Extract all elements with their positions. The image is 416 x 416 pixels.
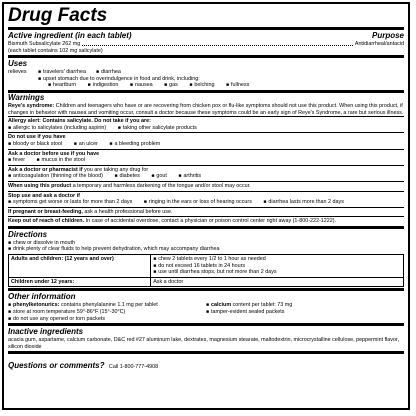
ask-doctor-before-use: Ask a doctor before use if you have ■ fever ■ mucus in the stool xyxy=(8,149,404,165)
warnings-section xyxy=(8,90,404,226)
table-row: Children under 12 years: Ask a doctor xyxy=(9,277,404,287)
inactive-ingredients-text: acacia gum, aspartame, calcium carbonate, D&C red #27 aluminum lake, dextrates, magnesium stearate, maltodextrin, microcrystalline cellulose, peppermint flavor, silicon dioxide xyxy=(8,337,399,350)
directions-table xyxy=(8,254,404,287)
questions-phone: Call 1-800-777-4908 xyxy=(108,364,159,371)
purpose-header: Purpose xyxy=(371,31,404,40)
purpose-value: Antidiarrheal/antacid xyxy=(354,41,404,47)
active-ingredient-note: (each tablet contains 102 mg salicylate) xyxy=(8,47,103,54)
uses-sub-item: ■ nausea xyxy=(130,82,153,88)
uses-item: ■ diarrhea xyxy=(96,69,121,76)
active-ingredient-section xyxy=(8,27,404,55)
questions-section xyxy=(8,351,404,374)
keep-out-of-reach: Keep out of reach of children. In case of accidental overdose, contact a physician or poison control center right away (1-800-222-1222). xyxy=(8,216,404,226)
uses-sub-item: ■ indigestion xyxy=(88,82,119,88)
other-information-header: Other information xyxy=(8,292,76,302)
inactive-ingredients-section xyxy=(8,323,404,351)
do-not-use: Do not use if you have ■ bloody or black stool ■ an ulcer ■ a bleeding problem xyxy=(8,132,404,148)
uses-item: ■ upset stomach due to overindulgence in food and drink, including: xyxy=(38,76,200,82)
reye-warning: Reye's syndrome: Children and teenagers who have or are recovering from chicken pox or flu-like symptoms should not use this product. When using this product, if changes in behavior with nausea and vomiting occur, consult a doctor because these symptoms could be an early sign of Reye's Syndrome, a rare but serious illness. xyxy=(8,102,404,116)
allergy-alert: Allergy alert: Contains salicylate. Do not take if you are: ■ allergic to salicylates (including aspirin) ■ taking other salicylate products xyxy=(8,116,404,132)
uses-sub-item: ■ fullness xyxy=(226,82,249,88)
drug-facts-panel xyxy=(2,2,410,410)
uses-item: ■ travelers' diarrhea xyxy=(38,69,86,76)
directions-header: Directions xyxy=(8,229,48,239)
directions-section: Directions ■ chew or dissolve in mouth ■ drink plenty of clear fluids to help prevent dehydration, which may accompany diarrhea Adults and children: (12 years and over) ■ chew 2 tablets every 1/2 to 1 hour as needed ■ do not exceed 16 tablets in 24 hours ■ use until diarrhea stops, but not more than 2 days Children under 12 years: Ask a doctor xyxy=(8,226,404,289)
inactive-ingredients-header: Inactive ingredients xyxy=(8,327,84,337)
table-row: Adults and children: (12 years and over) ■ chew 2 tablets every 1/2 to 1 hour as needed ■ do not exceed 16 tablets in 24 hours ■ use until diarrhea stops, but not more than 2 days xyxy=(9,255,404,278)
other-information-section: Other information ■ phenylketonurics: contains phenylalanine 1.1 mg per tablet ■ calcium content per tablet: 73 mg ■ store at room temperature 59°-86°F (15°-30°C) ■ tamper-evident sealed packets ■ do not use any opened or torn packets xyxy=(8,288,404,323)
when-using-product: When using this product a temporary and harmless darkening of the tongue and/or stool may occur. xyxy=(8,181,404,191)
uses-sub-item: ■ gas xyxy=(164,82,178,88)
uses-sub-item: ■ belching xyxy=(189,82,214,88)
drug-facts-title: Drug Facts xyxy=(8,5,108,26)
active-ingredient-header: Active ingredient (in each tablet) xyxy=(8,31,132,40)
warnings-header: Warnings xyxy=(8,92,45,102)
uses-sub-item: ■ heartburn xyxy=(48,82,76,88)
stop-use: Stop use and ask a doctor if ■ symptoms get worse or lasts for more than 2 days ■ ringing in the ears or loss of hearing occurs ■ diarrhea lasts more than 2 days xyxy=(8,191,404,207)
pregnancy-warning: If pregnant or breast-feeding, ask a health professional before use. xyxy=(8,207,404,217)
uses-section xyxy=(8,55,404,90)
ask-doctor-or-pharmacist: Ask a doctor or pharmacist if you are taking any drug for ■ anticoagulation (thinning of the blood) ■ diabetes ■ gout ■ arthritis xyxy=(8,165,404,181)
uses-header: Uses xyxy=(8,59,28,69)
questions-header: Questions or comments? xyxy=(8,361,105,371)
uses-label: relieves xyxy=(8,69,27,76)
active-ingredient-name: Bismuth Subsalicylate 262 mg xyxy=(8,41,81,47)
